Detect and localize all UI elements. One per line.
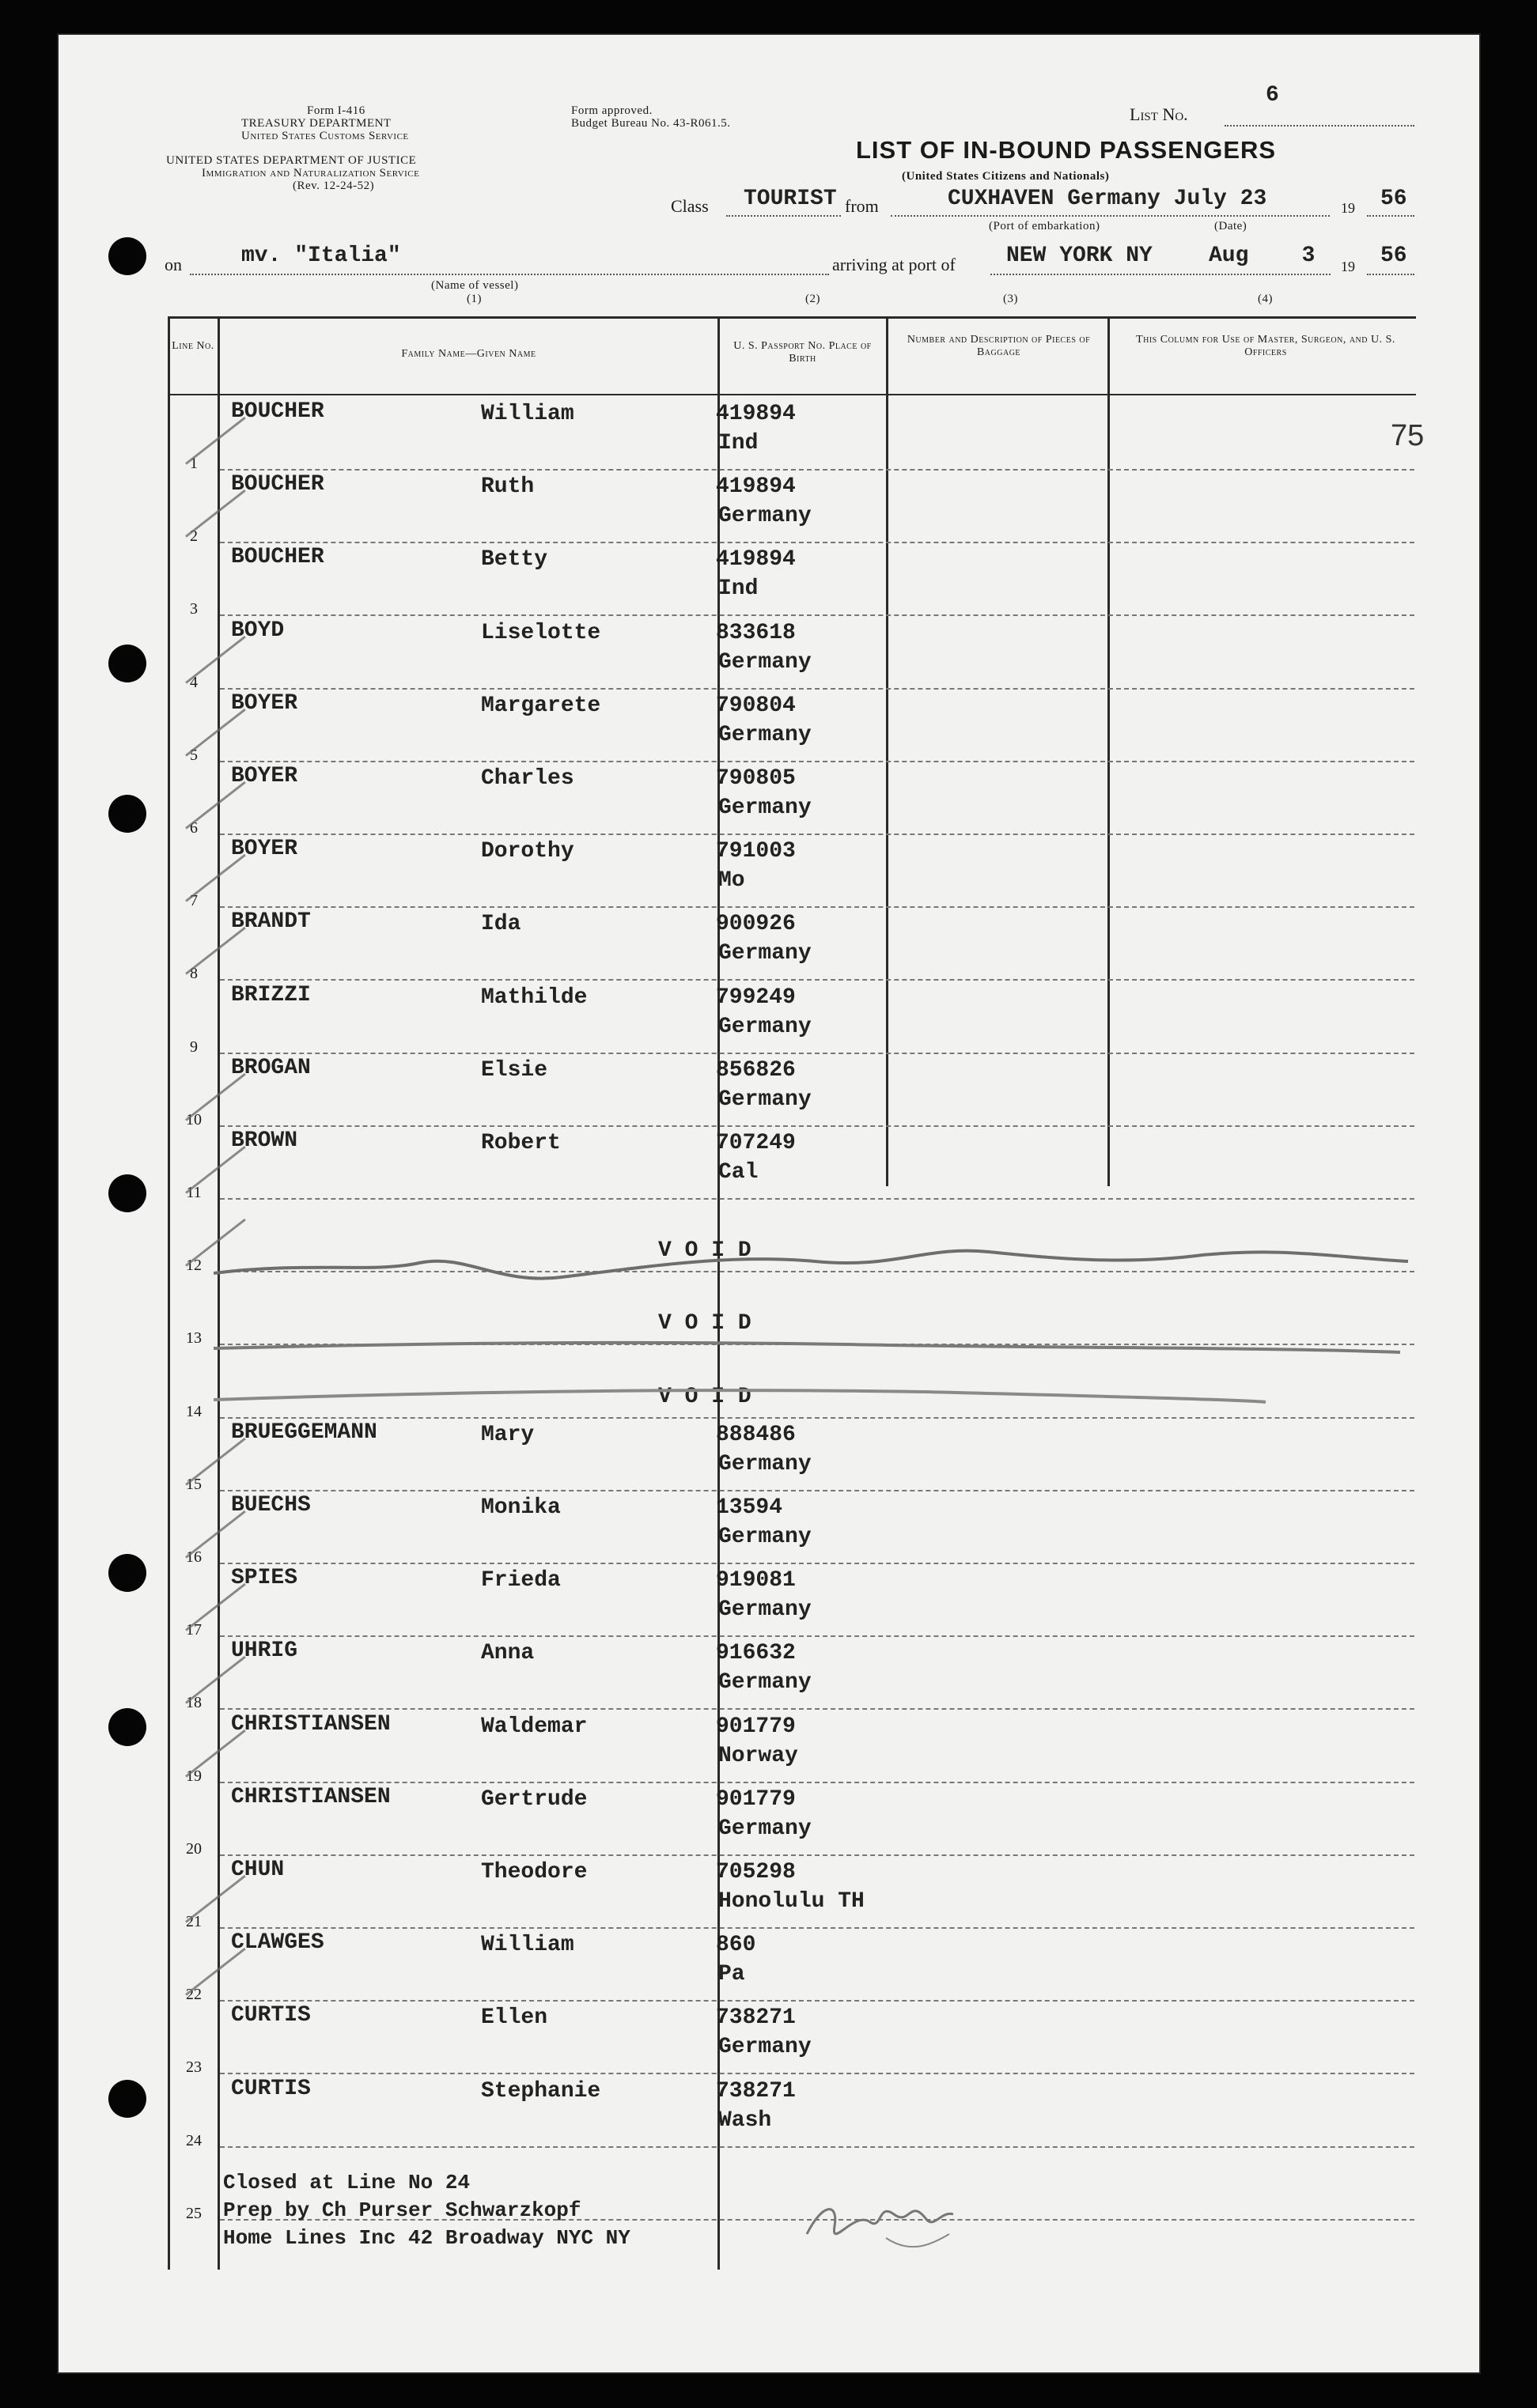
- family-name: BOUCHER: [231, 545, 324, 570]
- given-name: Frieda: [481, 1568, 561, 1593]
- punch-hole: [108, 237, 146, 275]
- form-id: Form I-416: [307, 104, 365, 117]
- row-divider: [220, 906, 1414, 908]
- given-name: Monika: [481, 1495, 561, 1520]
- line-number: 17: [186, 1621, 202, 1639]
- arrival-date: Aug 3: [1209, 244, 1316, 268]
- given-name: Anna: [481, 1641, 535, 1666]
- col-header-passport: U. S. Passport No. Place of Birth: [733, 340, 872, 365]
- col3-num: (3): [1003, 293, 1018, 305]
- class-label: Class: [671, 196, 709, 216]
- document-subtitle: (United States Citizens and Nationals): [902, 170, 1110, 183]
- from-label: from: [845, 196, 879, 216]
- family-name: CHUN: [231, 1858, 285, 1882]
- year-prefix: 19: [1341, 200, 1355, 216]
- row-divider: [220, 469, 1414, 471]
- col2-num: (2): [805, 293, 820, 305]
- passport-number: 790804: [716, 693, 796, 718]
- family-name: CLAWGES: [231, 1930, 324, 1956]
- line-number: 9: [190, 1038, 198, 1056]
- family-name: CHRISTIANSEN: [231, 1784, 391, 1809]
- row-divider: [220, 2146, 1414, 2148]
- punch-hole: [108, 1174, 146, 1212]
- date-caption: (Date): [1214, 220, 1247, 232]
- place-of-birth: Germany: [718, 1014, 812, 1039]
- place-of-birth: Cal: [718, 1160, 759, 1185]
- row-divider: [220, 1635, 1414, 1637]
- family-name: BRIZZI: [231, 982, 311, 1007]
- given-name: Ruth: [481, 474, 535, 500]
- ins-service: Immigration and Naturalization Service: [202, 167, 420, 180]
- passport-number: 707249: [716, 1131, 796, 1155]
- family-name: BOYER: [231, 837, 298, 862]
- given-name: Betty: [481, 547, 548, 573]
- passport-number: 860: [716, 1933, 756, 1958]
- arrival-year: 56: [1380, 244, 1407, 268]
- footer-closed: Closed at Line No 24: [223, 2171, 471, 2194]
- row-divider: [220, 1927, 1414, 1929]
- void-mark: V O I D: [658, 1238, 751, 1264]
- form-approved: Form approved.: [571, 104, 653, 117]
- passport-number: 705298: [716, 1860, 796, 1884]
- given-name: Stephanie: [481, 2078, 601, 2104]
- passport-number: 856826: [716, 1057, 796, 1083]
- row-divider: [220, 1708, 1414, 1710]
- given-name: Robert: [481, 1131, 561, 1155]
- port-embark-caption: (Port of embarkation): [989, 220, 1100, 232]
- place-of-birth: Germany: [718, 796, 812, 820]
- family-name: BOYER: [231, 764, 298, 788]
- handwritten-initials: [791, 2179, 981, 2266]
- family-name: CURTIS: [231, 2076, 311, 2101]
- passport-number: 738271: [716, 2078, 796, 2104]
- place-of-birth: Mo: [718, 868, 745, 894]
- void-strike-lines: [214, 1230, 1432, 1412]
- passport-number: 901779: [716, 1714, 796, 1739]
- passport-number: 419894: [716, 402, 796, 426]
- row-divider: [220, 979, 1414, 981]
- passport-number: 901779: [716, 1786, 796, 1812]
- given-name: Waldemar: [481, 1714, 588, 1739]
- margin-note: 75: [1391, 419, 1425, 452]
- row-divider: [220, 761, 1414, 762]
- line-number: 18: [186, 1694, 202, 1712]
- passport-number: 833618: [716, 620, 796, 645]
- footer-prep: Prep by Ch Purser Schwarzkopf: [223, 2198, 581, 2222]
- passport-number: 900926: [716, 912, 796, 937]
- given-name: William: [481, 1933, 574, 1958]
- place-of-birth: Germany: [718, 1525, 812, 1549]
- family-name: BRANDT: [231, 909, 311, 935]
- row-divider: [220, 688, 1414, 690]
- row-divider: [220, 1782, 1414, 1783]
- given-name: Margarete: [481, 693, 601, 718]
- family-name: BUECHS: [231, 1493, 311, 1518]
- passport-number: 738271: [716, 2005, 796, 2031]
- revision: (Rev. 12-24-52): [293, 180, 375, 192]
- punch-hole: [108, 795, 146, 833]
- place-of-birth: Germany: [718, 1670, 812, 1695]
- line-number: 14: [186, 1402, 202, 1420]
- vessel-caption: (Name of vessel): [431, 279, 519, 292]
- line-number: 24: [186, 2131, 202, 2149]
- line-number: 12: [186, 1257, 202, 1275]
- line-number: 15: [186, 1475, 202, 1493]
- line-number: 13: [186, 1329, 202, 1348]
- passport-number: 419894: [716, 474, 796, 500]
- given-name: Liselotte: [481, 620, 601, 645]
- line-number: 2: [190, 527, 198, 546]
- col-header-name: Family Name—Given Name: [401, 348, 536, 360]
- punch-hole: [108, 1554, 146, 1592]
- place-of-birth: Germany: [718, 1816, 812, 1841]
- arrival-port: NEW YORK NY: [1006, 244, 1153, 268]
- punch-hole: [108, 2080, 146, 2118]
- on-label: on: [165, 255, 182, 274]
- passport-number: 790805: [716, 766, 796, 791]
- given-name: Theodore: [481, 1860, 588, 1884]
- place-of-birth: Germany: [718, 1597, 812, 1623]
- passport-number: 13594: [716, 1495, 783, 1520]
- line-number: 19: [186, 1767, 202, 1785]
- line-number: 21: [186, 1913, 202, 1930]
- line-number: 6: [190, 819, 198, 837]
- budget-bureau: Budget Bureau No. 43-R061.5.: [571, 117, 731, 130]
- given-name: Ida: [481, 912, 521, 937]
- given-name: Elsie: [481, 1057, 548, 1083]
- line-number: 25: [186, 2204, 202, 2222]
- place-of-birth: Germany: [718, 722, 812, 747]
- family-name: CURTIS: [231, 2003, 311, 2028]
- family-name: BOYER: [231, 690, 298, 716]
- family-name: BRUEGGEMANN: [231, 1419, 377, 1445]
- row-divider: [220, 2073, 1414, 2074]
- place-of-birth: Germany: [718, 1451, 812, 1476]
- col-header-baggage: Number and Description of Pieces of Baggage: [907, 334, 1091, 358]
- family-name: BOUCHER: [231, 399, 324, 424]
- place-of-birth: Germany: [718, 941, 812, 966]
- passport-number: 916632: [716, 1641, 796, 1666]
- place-of-birth: Germany: [718, 649, 812, 675]
- place-of-birth: Ind: [718, 431, 759, 456]
- given-name: Ellen: [481, 2005, 548, 2031]
- row-divider: [220, 1125, 1414, 1127]
- arriving-label: arriving at port of: [832, 255, 956, 274]
- line-number: 11: [186, 1184, 202, 1201]
- row-divider: [220, 2000, 1414, 2002]
- place-of-birth: Wash: [718, 2107, 772, 2133]
- passport-number: 419894: [716, 547, 796, 573]
- given-name: Dorothy: [481, 839, 574, 864]
- col4-num: (4): [1258, 293, 1273, 305]
- place-of-birth: Germany: [718, 504, 812, 529]
- row-divider: [220, 542, 1414, 543]
- line-number: 20: [186, 1839, 202, 1858]
- family-name: BROGAN: [231, 1055, 311, 1080]
- row-divider: [220, 1490, 1414, 1491]
- row-divider: [220, 614, 1414, 616]
- given-name: Gertrude: [481, 1786, 588, 1812]
- embarkation-year: 56: [1380, 187, 1407, 211]
- place-of-birth: Germany: [718, 2035, 812, 2060]
- row-divider: [220, 1854, 1414, 1856]
- given-name: Charles: [481, 766, 574, 791]
- passport-number: 799249: [716, 985, 796, 1010]
- line-number: 23: [186, 2058, 202, 2077]
- list-no-label: List No.: [1130, 104, 1188, 124]
- line-number: 3: [190, 600, 198, 618]
- passport-number: 919081: [716, 1568, 796, 1593]
- line-number: 8: [190, 965, 198, 983]
- punch-hole: [108, 645, 146, 682]
- customs-service: United States Customs Service: [241, 130, 409, 142]
- line-number: 4: [190, 673, 198, 691]
- treasury-dept: TREASURY DEPARTMENT: [241, 117, 392, 130]
- passport-number: 888486: [716, 1422, 796, 1447]
- family-name: BROWN: [231, 1128, 298, 1153]
- col1-num: (1): [467, 293, 482, 305]
- family-name: CHRISTIANSEN: [231, 1711, 391, 1737]
- punch-hole: [108, 1708, 146, 1746]
- line-number: 5: [190, 746, 198, 764]
- void-mark: V O I D: [658, 1384, 751, 1409]
- given-name: Mary: [481, 1422, 535, 1447]
- place-of-birth: Norway: [718, 1743, 798, 1768]
- passport-number: 791003: [716, 839, 796, 864]
- place-of-birth: Pa: [718, 1962, 745, 1987]
- family-name: UHRIG: [231, 1639, 298, 1664]
- list-no: 6: [1266, 83, 1279, 108]
- line-number: 7: [190, 892, 198, 910]
- row-divider: [220, 1417, 1414, 1419]
- line-number: 22: [186, 1986, 202, 2004]
- given-name: Mathilde: [481, 985, 588, 1010]
- family-name: SPIES: [231, 1566, 298, 1591]
- family-name: BOYD: [231, 618, 285, 643]
- row-divider: [220, 834, 1414, 835]
- place-of-birth: Germany: [718, 1087, 812, 1112]
- vessel-name: mv. "Italia": [241, 244, 401, 268]
- col-header-line: Line No.: [172, 340, 214, 352]
- embarkation-value: CUXHAVEN Germany July 23: [948, 187, 1267, 211]
- row-divider: [220, 1053, 1414, 1054]
- class-value: TOURIST: [744, 187, 837, 211]
- row-divider: [220, 1563, 1414, 1564]
- year-prefix-2: 19: [1341, 259, 1355, 274]
- justice-dept: UNITED STATES DEPARTMENT OF JUSTICE: [166, 154, 417, 167]
- place-of-birth: Ind: [718, 576, 759, 602]
- void-mark: V O I D: [658, 1311, 751, 1336]
- line-number: 10: [186, 1110, 202, 1128]
- place-of-birth: Honolulu TH: [718, 1889, 865, 1914]
- family-name: BOUCHER: [231, 472, 324, 497]
- line-number: 1: [190, 455, 198, 472]
- footer-company: Home Lines Inc 42 Broadway NYC NY: [223, 2226, 630, 2250]
- given-name: William: [481, 402, 574, 426]
- line-number: 16: [186, 1548, 202, 1566]
- row-divider: [220, 1198, 1414, 1200]
- col-header-officers: This Column for Use of Master, Surgeon, and U. S. Officers: [1136, 334, 1395, 358]
- document-title: LIST OF IN-BOUND PASSENGERS: [856, 136, 1277, 164]
